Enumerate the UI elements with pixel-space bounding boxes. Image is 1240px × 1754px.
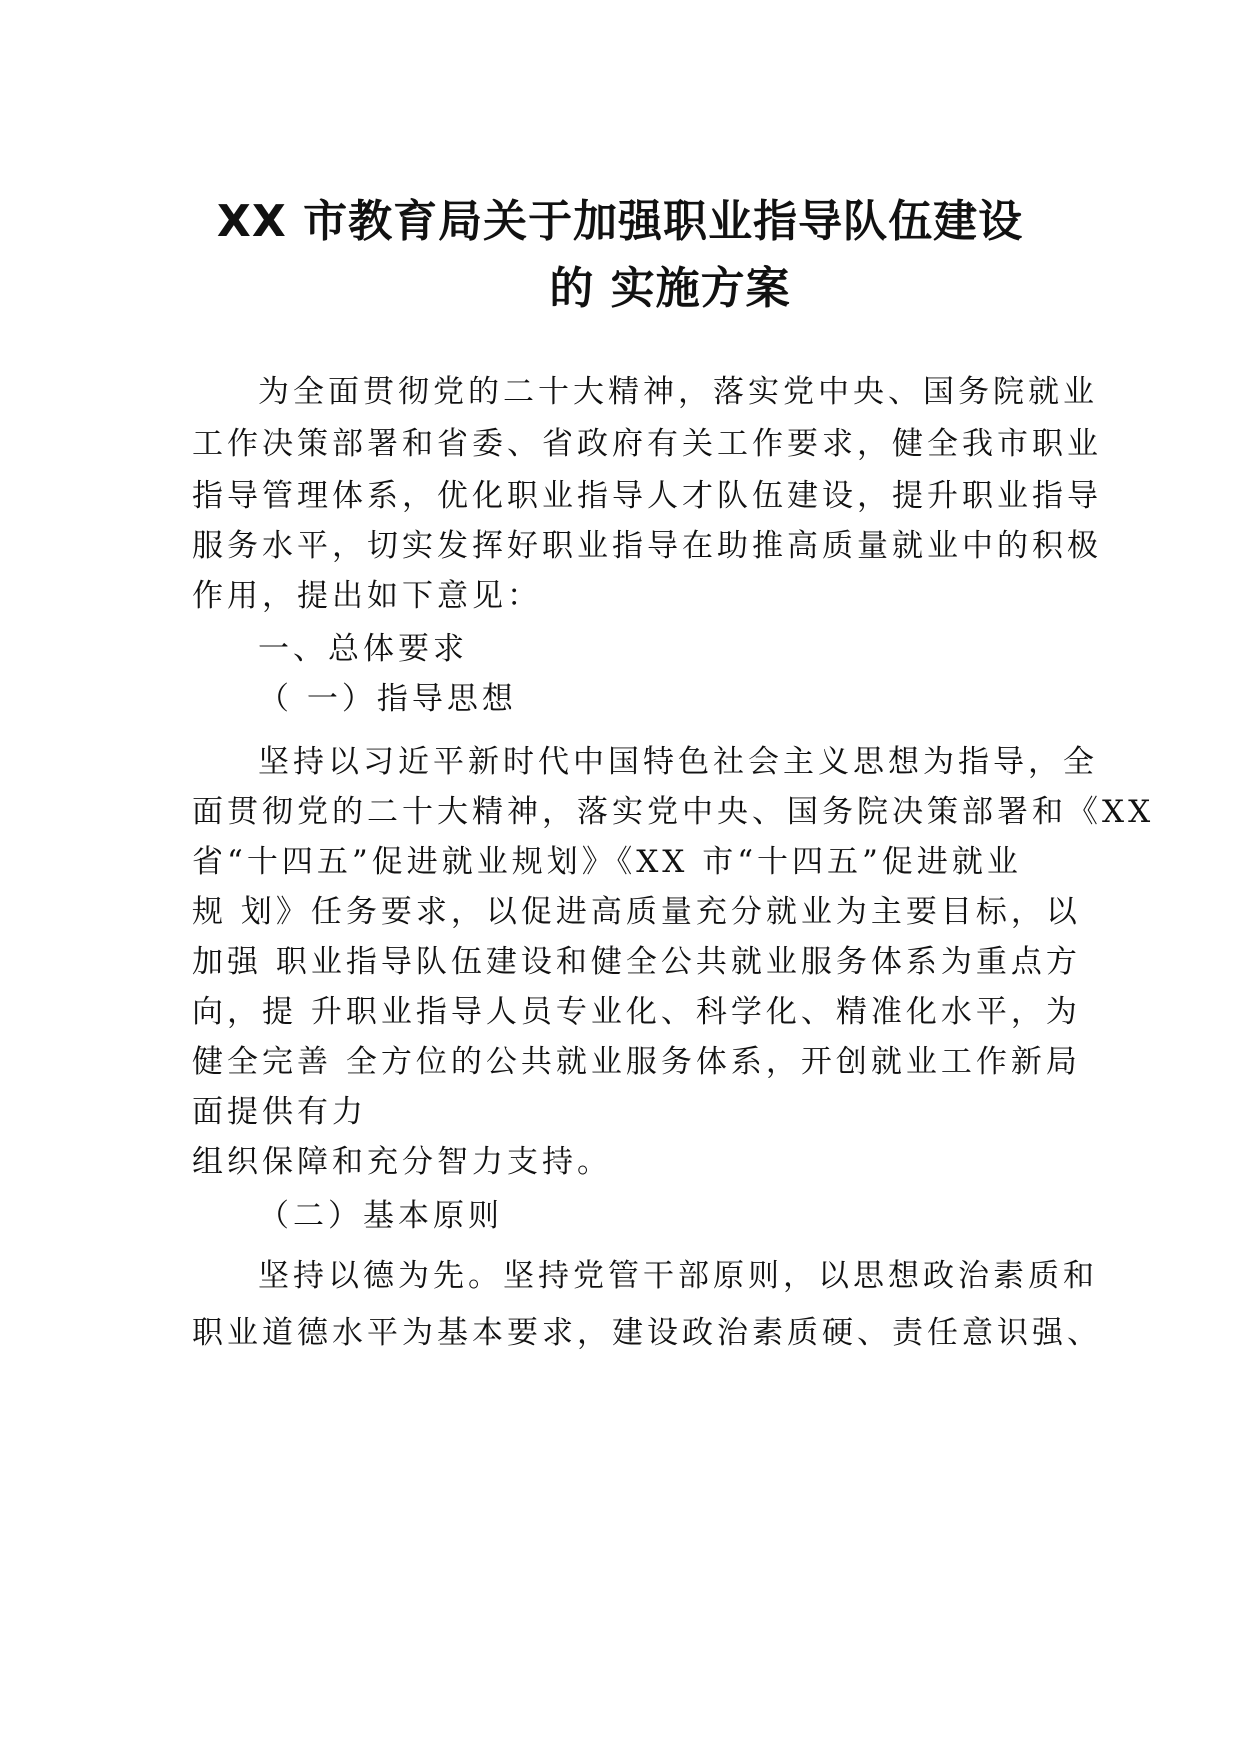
paragraph-line: 工作决策部署和省委、省政府有关工作要求，健全我市职业 [192, 426, 1102, 462]
paragraph-line: 面贯彻党的二十大精神，落实党中央、国务院决策部署和《XX [192, 794, 1155, 830]
subsection-heading: （二）基本原则 [258, 1198, 503, 1234]
document-title-line-1: XX 市教育局关于加强职业指导队伍建设 [216, 196, 1024, 247]
paragraph-line: 坚持以德为先。坚持党管干部原则，以思想政治素质和 [258, 1258, 1098, 1294]
paragraph-line: 省“十四五”促进就业规划》《XX 市“十四五”促进就业 [192, 844, 1022, 880]
subsection-heading: （ 一）指导思想 [258, 681, 517, 717]
paragraph-line: 为全面贯彻党的二十大精神，落实党中央、国务院就业 [258, 374, 1098, 410]
paragraph-line: 坚持以习近平新时代中国特色社会主义思想为指导，全 [258, 744, 1098, 780]
paragraph-line: 作用，提出如下意见： [192, 578, 542, 614]
paragraph-line: 指导管理体系，优化职业指导人才队伍建设，提升职业指导 [192, 478, 1102, 514]
paragraph-line: 健全完善 全方位的公共就业服务体系，开创就业工作新局 [192, 1044, 1081, 1080]
paragraph-line: 组织保障和充分智力支持。 [192, 1144, 612, 1180]
paragraph-line: 加强 职业指导队伍建设和健全公共就业服务体系为重点方 [192, 944, 1081, 980]
document-title-line-2: 的 实施方案 [549, 263, 791, 314]
paragraph-line: 面提供有力 [192, 1094, 367, 1130]
paragraph-line: 规 划》任务要求，以促进高质量充分就业为主要目标，以 [192, 894, 1081, 930]
paragraph-line: 职业道德水平为基本要求，建设政治素质硬、责任意识强、 [192, 1315, 1102, 1351]
paragraph-line: 服务水平，切实发挥好职业指导在助推高质量就业中的积极 [192, 528, 1102, 564]
paragraph-line: 向，提 升职业指导人员专业化、科学化、精准化水平，为 [192, 994, 1081, 1030]
section-heading: 一、总体要求 [258, 631, 468, 667]
